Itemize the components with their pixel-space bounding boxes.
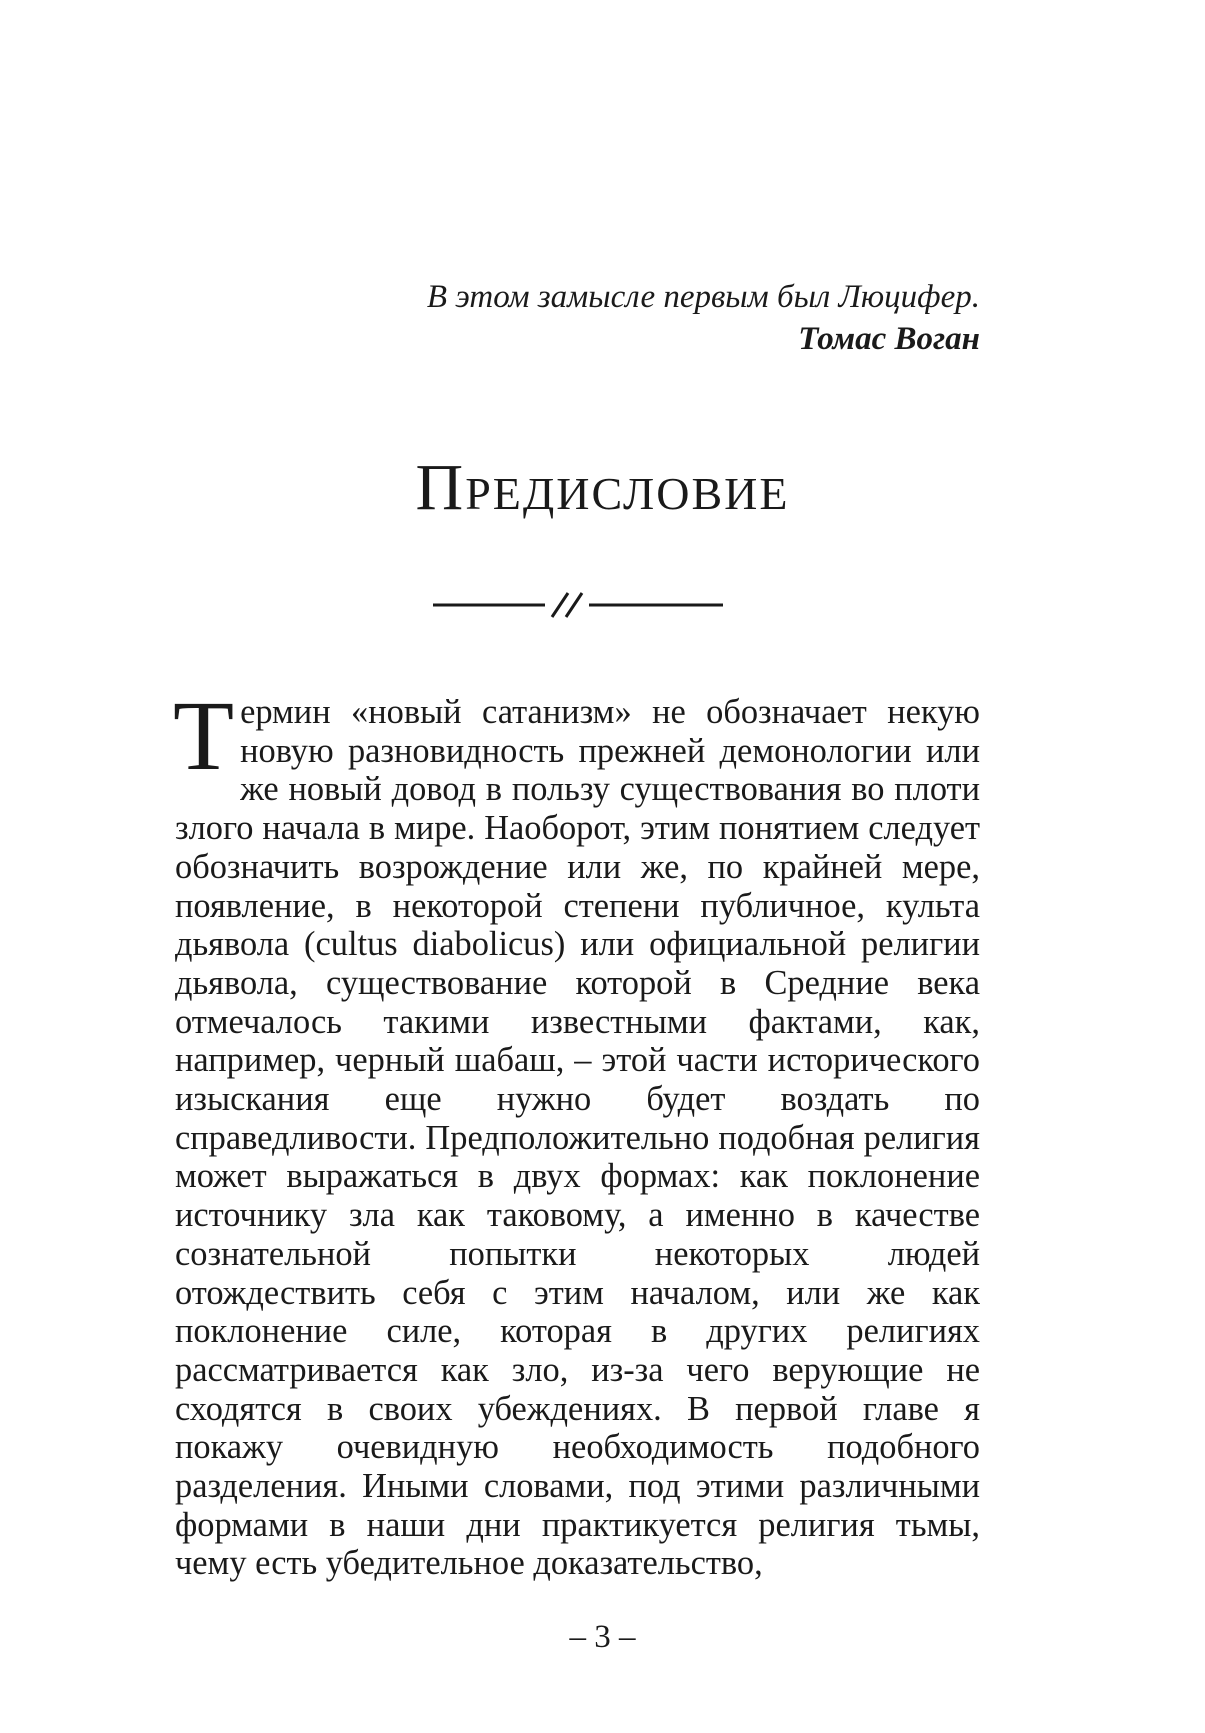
double-slash-rule-icon	[433, 588, 723, 622]
epigraph-quote: В этом замысле первым был Люцифер.	[426, 279, 980, 315]
page-number: – 3 –	[569, 1619, 636, 1655]
epigraph-author: Томас Воган	[798, 321, 980, 357]
drop-cap: Т	[173, 680, 235, 791]
epigraph	[180, 276, 980, 360]
chapter-title: Предисловие	[415, 451, 790, 524]
body-paragraph	[173, 680, 980, 1583]
body-text: ермин «новый сатанизм» не обозначает некую новую разновидность прежней демонологии или же новый довод в пользу существования во плоти злого начала в мире. Наоборот, этим понятием следует обозначить возрождение или же, по крайней мере, появление, в некоторой степени публичное, культа дьявола (cultus diabolicus) или официальной религии дьявола, существование которой в Средние века отмечалось такими известными фактами, как, например, черный шабаш, – этой части исторического изыскания еще нужно будет воздать по справедливости. Предположительно подобная религия может выражаться в двух формах: как поклонение источнику зла как таковому, а именно в качестве сознательной попытки некоторых людей отождествить себя с этим началом, или же как поклонение силе, которая в других религиях рассматривается как зло, из-за чего верующие не сходятся в своих убеждениях. В первой главе я покажу очевидную необходимость подобного разделения. Иными словами, под этими различными формами в наши дни практикуется религия тьмы, чему есть убедительное доказательство,	[175, 693, 980, 1583]
